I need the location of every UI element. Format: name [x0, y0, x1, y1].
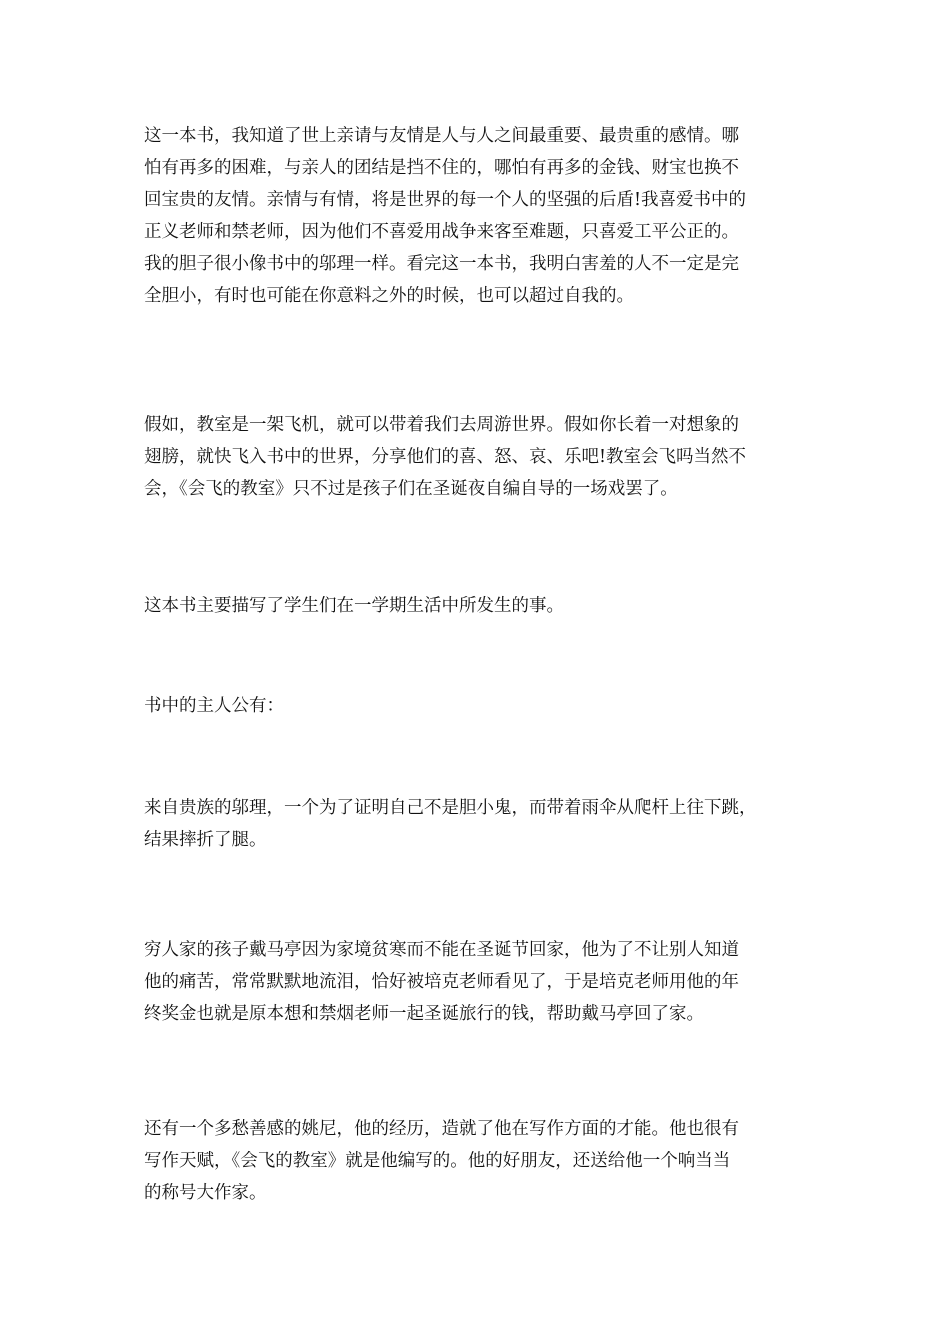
paragraph-friendship [144, 120, 834, 312]
text-line: 他的痛苦，常常默默地流泪，恰好被培克老师看见了，于是培克老师用他的年 [144, 972, 739, 992]
text-line: 正义老师和禁老师，因为他们不喜爱用战争来客至难题，只喜爱工平公正的。 [144, 222, 739, 242]
text-line: 这本书主要描写了学生们在一学期生活中所发生的事。 [144, 596, 564, 616]
text-line: 写作天赋，《会飞的教室》就是他编写的。他的好朋友，还送给他一个响当当 [144, 1151, 731, 1171]
text-line: 全胆小，有时也可能在你意料之外的时候，也可以超过自我的。 [144, 286, 634, 306]
text-line: 翅膀，就快飞入书中的世界，分享他们的喜、怒、哀、乐吧!教室会飞吗当然不 [144, 447, 747, 467]
text-line: 这一本书，我知道了世上亲请与友情是人与人之间最重要、最贵重的感情。哪 [144, 126, 739, 146]
text-line: 会，《会飞的教室》只不过是孩子们在圣诞夜自编自导的一场戏罢了。 [144, 479, 678, 499]
paragraph-protagonists-intro [144, 690, 834, 722]
text-line: 我的胆子很小像书中的邬理一样。看完这一本书，我明白害羞的人不一定是完 [144, 254, 739, 274]
text-line: 回宝贵的友情。亲情与有情，将是世界的每一个人的坚强的后盾!我喜爱书中的 [144, 190, 747, 210]
text-line: 怕有再多的困难，与亲人的团结是挡不住的，哪怕有再多的金钱、财宝也换不 [144, 158, 739, 178]
text-line: 来自贵族的邬理，一个为了证明自己不是胆小鬼，而带着雨伞从爬杆上往下跳， [144, 798, 757, 818]
text-line: 的称号大作家。 [144, 1183, 267, 1203]
text-line: 结果摔折了腿。 [144, 830, 267, 850]
paragraph-book-summary [144, 590, 834, 622]
paragraph-flying-classroom [144, 409, 834, 505]
text-line: 书中的主人公有： [144, 696, 284, 716]
paragraph-wuli [144, 792, 834, 856]
text-line: 还有一个多愁善感的姚尼，他的经历，造就了他在写作方面的才能。他也很有 [144, 1119, 739, 1139]
text-line: 终奖金也就是原本想和禁烟老师一起圣诞旅行的钱，帮助戴马亭回了家。 [144, 1004, 704, 1024]
paragraph-daimating [144, 934, 834, 1030]
text-line: 假如，教室是一架飞机，就可以带着我们去周游世界。假如你长着一对想象的 [144, 415, 739, 435]
paragraph-yaoni [144, 1113, 834, 1209]
text-line: 穷人家的孩子戴马亭因为家境贫寒而不能在圣诞节回家，他为了不让别人知道 [144, 940, 739, 960]
